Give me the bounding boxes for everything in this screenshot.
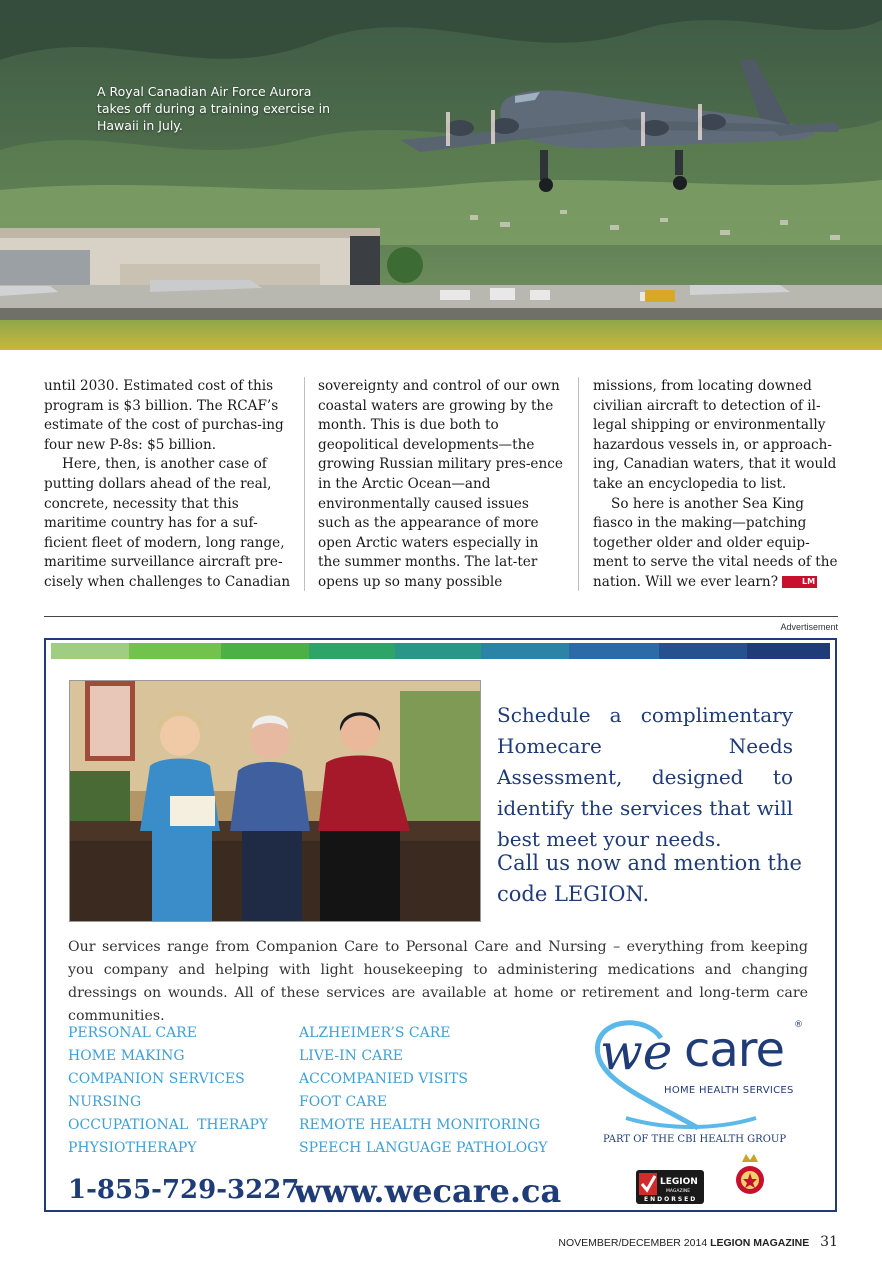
article-paragraph: missions, from locating downed civilian aircraft to detection of il-legal shipping or environmentally hazardous vessels in, or approach-ing, Canadian waters, that it would take an encyclopedia to list. (593, 378, 837, 492)
badge-magazine-text: MAGAZINE (666, 1189, 691, 1194)
advertisement-label: Advertisement (780, 622, 838, 632)
color-bar-segment (747, 643, 830, 659)
legion-crest-icon (734, 1152, 766, 1200)
article-paragraph (593, 495, 838, 593)
service-item: OCCUPATIONAL THERAPY (68, 1117, 269, 1133)
article-paragraph: until 2030. Estimated cost of this program is $3 billion. The RCAF’s estimate of the cost of purchas-ing four new P-8s: $5 billion. (44, 378, 284, 453)
color-bar-segment (481, 643, 569, 659)
endorsed-badge-icon (636, 1170, 704, 1204)
services-list-right (299, 1022, 547, 1160)
color-bar-segment (569, 643, 659, 659)
wecare-advertisement (44, 638, 837, 1212)
magazine-name: LEGION MAGAZINE (710, 1237, 810, 1249)
services-list-left (68, 1022, 268, 1160)
service-item: PHYSIOTHERAPY (68, 1140, 197, 1156)
service-item: COMPANION SERVICES (68, 1071, 245, 1087)
service-item: ALZHEIMER’S CARE (299, 1025, 451, 1041)
logo-tagline: HOME HEALTH SERVICES (664, 1085, 794, 1096)
color-bar-segment (309, 643, 395, 659)
lm-end-mark: LM (782, 576, 817, 588)
color-bar-segment (51, 643, 129, 659)
badge-legion-text: LEGION (660, 1177, 698, 1187)
article-column-3 (593, 377, 838, 593)
ad-headline: Schedule a complimentary Homecare Needs Assessment, designed to identify the services that will best meet your needs. (497, 703, 793, 851)
ad-call-to-action: Call us now and mention the code LEGION. (497, 851, 802, 906)
service-item: LIVE-IN CARE (299, 1048, 403, 1064)
color-bar-segment (129, 643, 221, 659)
color-bar-segment (659, 643, 747, 659)
article-paragraph: Here, then, is another case of putting dollars ahead of the real, concrete, necessity that this maritime country has for a suf-ficient fleet of modern, long range, maritime surveillance aircraft pre-cisely when challenges to Canadian (44, 456, 291, 590)
service-item: FOOT CARE (299, 1094, 388, 1110)
aurora-aircraft-photo (0, 0, 882, 350)
ad-body-text: Our services range from Companion Care to Personal Care and Nursing – everything from keeping you company and helping with light housekeeping to administering medications and changing dressings on wounds. All of these services are available at home or retirement and long-term care communities. (68, 939, 808, 1024)
color-gradient-bar (51, 643, 830, 659)
article-column-2 (318, 377, 563, 593)
service-item: HOME MAKING (68, 1048, 185, 1064)
article-column-1 (44, 377, 292, 593)
service-item: NURSING (68, 1094, 142, 1110)
article-closing-text: So here is another Sea King fiasco in the making—patching together older and older equip-ment to serve the vital needs of the nation. Will we ever learn? (593, 495, 838, 590)
color-bar-segment (221, 643, 309, 659)
column-divider (304, 377, 305, 591)
service-item: SPEECH LANGUAGE PATHOLOGY (299, 1140, 548, 1156)
caregiver-photo (69, 680, 481, 922)
issue-date: NOVEMBER/DECEMBER 2014 (558, 1237, 708, 1249)
registered-mark: ® (794, 1020, 803, 1030)
caregiver-with-clients-image (70, 681, 480, 921)
logo-care-text: care (684, 1022, 785, 1078)
website-link[interactable]: www.wecare.ca (294, 1172, 562, 1210)
royal-canadian-legion-crest (734, 1152, 766, 1200)
column-divider (578, 377, 579, 591)
section-divider (44, 616, 838, 617)
service-item: ACCOMPANIED VISITS (299, 1071, 468, 1087)
logo-we-text: we (600, 1023, 673, 1081)
legion-endorsed-badge (636, 1170, 704, 1204)
hero-photo (0, 0, 882, 350)
photo-caption: A Royal Canadian Air Force Aurora takes off during a training exercise in Hawaii in July. (97, 84, 331, 133)
wecare-logo (586, 1018, 808, 1138)
page-footer (558, 1234, 838, 1250)
service-item: REMOTE HEALTH MONITORING (299, 1117, 541, 1133)
parent-company-text: PART OF THE CBI HEALTH GROUP (603, 1134, 787, 1145)
color-bar-segment (395, 643, 481, 659)
phone-number[interactable]: 1-855-729-3227 (68, 1175, 300, 1205)
article-paragraph: sovereignty and control of our own coastal waters are growing by the month. This is due both to geopolitical developments—the growing Russian military pres-ence in the Arctic Ocean—and environmentally caused issues such as the appearance of more open Arctic waters especially in the summer months. The lat-ter opens up so many possible (318, 378, 563, 590)
page-number: 31 (820, 1234, 838, 1250)
service-item: PERSONAL CARE (68, 1025, 197, 1041)
badge-endorsed-text: ENDORSED (644, 1196, 698, 1203)
